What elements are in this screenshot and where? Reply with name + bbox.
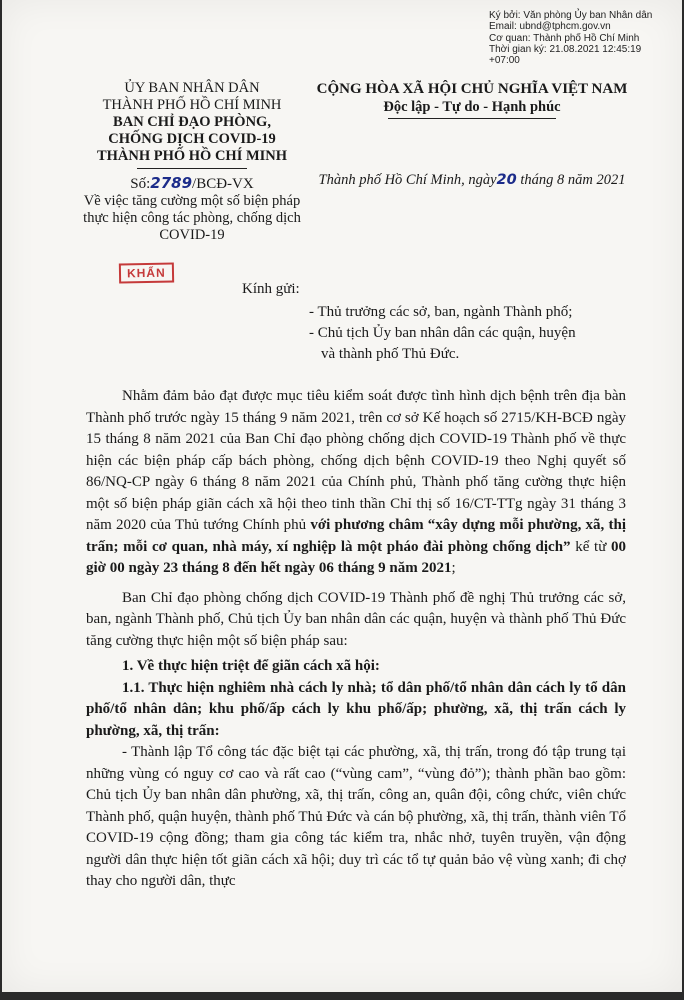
paragraph-task-force: - Thành lập Tổ công tác đặc biệt tại các phường, xã, thị trấn, trong đó tập trung tại những vùng có nguy cơ cao và rất cao (“vùng cam”, “vùng đỏ”); thành phần bao gồm: Chủ tịch Ủy ban nhân dân phường, xã, thị trấn, công an, quân đội, công chức, viên chức Thành phố, quận huyện, thành phố Thủ Đức và cán bộ phường, xã, thị trấn, thành viên Tổ COVID-19 cộng đồng; tham gia công tác kiểm tra, nhắc nhở, tuyên truyền, vận động người dân thực hiện tốt giãn cách xã hội; duy trì các tổ tự quản bảo vệ vùng xanh; đi chợ thay cho người dân, thực <box>86 744 626 889</box>
national-motto: Độc lập - Tự do - Hạnh phúc <box>383 99 561 115</box>
signature-signer: Ký bởi: Văn phòng Ủy ban Nhân dân <box>489 10 653 21</box>
recipient-2-continued: và thành phố Thủ Đức. <box>321 346 460 362</box>
document-number-handwritten: 2789 <box>150 174 193 192</box>
intro-motto-bold: với phương châm “xây dựng mỗi phường, xã, thị trấn; mỗi cơ quan, nhà máy, xí nghiệp là một pháo đài phòng chống dịch” <box>86 517 626 555</box>
subject-line-3: COVID-19 <box>159 227 225 243</box>
subject-line-2: thực hiện công tác phòng, chống dịch <box>83 210 301 226</box>
recipient-2: - Chủ tịch Ủy ban nhân dân các quận, huyện <box>309 325 576 341</box>
recipient-1: - Thủ trưởng các sở, ban, ngành Thành phố; <box>309 304 573 320</box>
dateline-suffix: tháng 8 năm 2021 <box>516 172 626 188</box>
nation-name: CỘNG HÒA XÃ HỘI CHỦ NGHĨA VIỆT NAM <box>316 81 628 97</box>
issuer-line-4: CHỐNG DỊCH COVID-19 <box>108 131 276 147</box>
kinh-gui-label: Kính gửi: <box>242 281 300 297</box>
document-subject <box>62 193 322 244</box>
intro-text: Nhằm đảm bảo đạt được mục tiêu kiểm soát được tình hình dịch bệnh trên địa bàn Thành phố trước ngày 15 tháng 9 năm 2021, trên cơ sở Kế hoạch số 2715/KH-BCĐ ngày 15 tháng 8 năm 2021 của Ban Chỉ đạo phòng chống dịch COVID-19 Thành phố về thực hiện các biện pháp cấp bách phòng, chống dịch bệnh COVID-19 theo Nghị quyết số 86/NQ-CP ngày 6 tháng 8 năm 2021 của Chính phủ, Thành phố tăng cường thực hiện một số biện pháp giãn cách xã hội theo tinh thần Chỉ thị số 16/CT-TTg ngày 31 tháng 3 năm 2020 của Thủ tướng Chính phủ <box>86 388 626 533</box>
signature-timezone: +07:00 <box>489 55 520 67</box>
national-header <box>302 80 642 119</box>
intro-text-end: ; <box>451 560 456 576</box>
issuer-line-1: ỦY BAN NHÂN DÂN <box>124 80 260 96</box>
signature-agency: Cơ quan: Thành phố Hồ Chí Minh <box>489 32 640 44</box>
paragraph-request: Ban Chỉ đạo phòng chống dịch COVID-19 Thành phố đề nghị Thủ trưởng các sở, ban, ngành Thành phố, Chủ tịch Ủy ban nhân dân các quận, huyện và thành phố Thủ Đức tăng cường thực hiện một số biện pháp sau: <box>86 589 626 649</box>
intro-period-bold: 00 giờ 00 ngày 23 tháng 8 đến hết ngày 06 tháng 9 năm 2021 <box>86 538 626 576</box>
issuer-line-3: BAN CHỈ ĐẠO PHÒNG, <box>113 114 271 130</box>
section-heading-1-1: 1.1. Thực hiện nghiêm nhà cách ly nhà; tổ dân phố/tổ nhân dân cách ly tổ dân phố/tổ nhân dân; khu phố/ấp cách ly khu phố/ấp; phường, xã, thị trấn cách ly phường, xã, thị trấn: <box>86 679 626 739</box>
issuer-line-2: THÀNH PHỐ HỒ CHÍ MINH <box>102 97 282 113</box>
dateline-prefix: Thành phố Hồ Chí Minh, ngày <box>318 172 497 188</box>
issuer-header <box>62 80 322 244</box>
dateline-day-handwritten: 20 <box>496 172 517 188</box>
document-number-prefix: Số: <box>130 176 151 192</box>
signature-time: Thời gian ký: 21.08.2021 12:45:19 <box>489 43 642 55</box>
section-heading-1: 1. Về thực hiện triệt để giãn cách xã hội: <box>122 658 380 674</box>
document-number <box>62 175 322 193</box>
digital-signature-block <box>489 10 679 66</box>
intro-text-mid: kể từ <box>570 538 611 555</box>
subject-line-1: Về việc tăng cường một số biện pháp <box>83 193 301 209</box>
issuer-line-5: THÀNH PHỐ HỒ CHÍ MINH <box>96 148 288 164</box>
signature-email: Email: ubnd@tphcm.gov.vn <box>489 21 611 33</box>
document-number-suffix: /BCĐ-VX <box>192 176 254 192</box>
issuer-underline <box>137 168 247 169</box>
motto-underline <box>388 118 556 119</box>
recipients-list <box>309 302 649 365</box>
urgent-stamp: KHẨN <box>119 263 174 284</box>
paragraph-intro <box>86 386 626 580</box>
document-body <box>86 386 626 893</box>
dateline <box>302 172 642 189</box>
document-page <box>2 0 682 992</box>
